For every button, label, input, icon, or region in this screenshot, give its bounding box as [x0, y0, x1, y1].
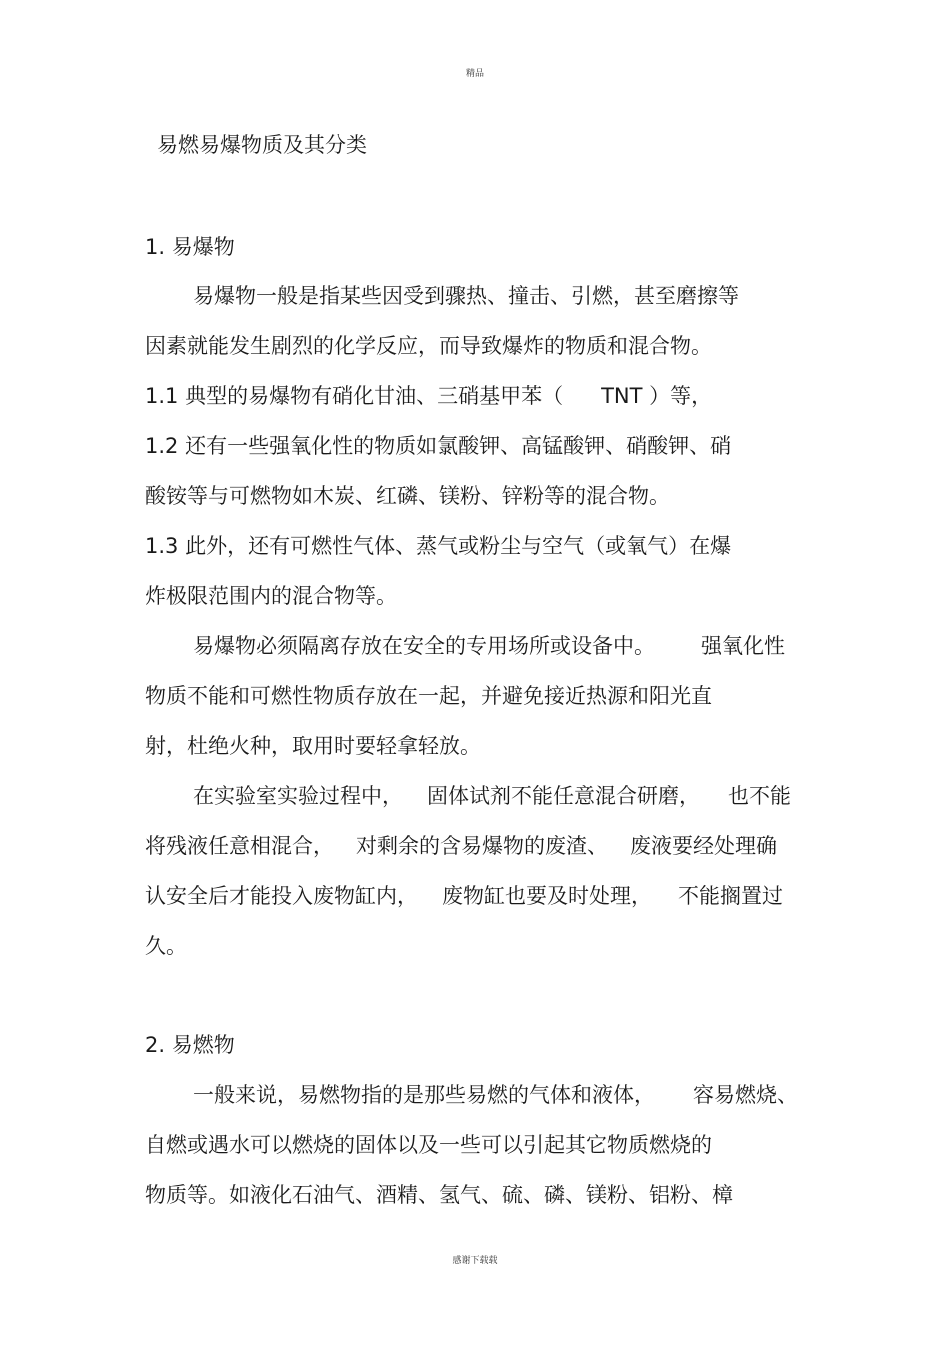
- text-segment: 容易燃烧、: [693, 1083, 798, 1107]
- paragraph-line: 射，杜绝火种，取用时要轻拿轻放。: [145, 734, 481, 758]
- text-segment: 认安全后才能投入废物缸内，: [145, 884, 418, 908]
- list-item-1-1: [145, 382, 712, 410]
- paragraph-line: 自燃或遇水可以燃烧的固体以及一些可以引起其它物质燃烧的: [145, 1133, 712, 1157]
- text-segment: 易爆物必须隔离存放在安全的专用场所或设备中。: [193, 634, 655, 658]
- footer-mark: 感谢下载载: [452, 1256, 498, 1266]
- text-segment: 在实验室实验过程中，: [193, 784, 403, 808]
- paragraph-line: [145, 882, 783, 910]
- paragraph-line: [193, 1081, 798, 1109]
- text-segment: 废物缸也要及时处理，: [442, 884, 652, 908]
- paragraph-line: [193, 632, 785, 660]
- text-segment: 固体试剂不能任意混合研磨，: [427, 784, 700, 808]
- text-segment: 对剩余的含易爆物的废渣、: [356, 834, 608, 858]
- text-segment: 强氧化性: [701, 634, 785, 658]
- paragraph-line: 酸铵等与可燃物如木炭、红磷、镁粉、锌粉等的混合物。: [145, 484, 670, 508]
- list-item-text: 1.1 典型的易爆物有硝化甘油、三硝基甲苯（: [145, 384, 564, 408]
- section-heading-flammables: 2. 易燃物: [145, 1033, 235, 1057]
- text-segment: 也不能: [728, 784, 791, 808]
- text-segment: 一般来说，易燃物指的是那些易燃的气体和液体，: [193, 1083, 655, 1107]
- paragraph-line: [145, 832, 777, 860]
- list-item-text: TNT ）等，: [601, 384, 713, 408]
- text-segment: 不能搁置过: [678, 884, 783, 908]
- paragraph-line: 物质不能和可燃性物质存放在一起，并避免接近热源和阳光直: [145, 684, 712, 708]
- paragraph-line: 易爆物一般是指某些因受到骤热、撞击、引燃，甚至磨擦等: [193, 284, 739, 308]
- text-segment: 将残液任意相混合，: [145, 834, 334, 858]
- paragraph-line: 炸极限范围内的混合物等。: [145, 584, 397, 608]
- paragraph-line: 因素就能发生剧烈的化学反应，而导致爆炸的物质和混合物。: [145, 334, 712, 358]
- paragraph-line: [193, 782, 791, 810]
- list-item-1-2: 1.2 还有一些强氧化性的物质如氯酸钾、高锰酸钾、硝酸钾、硝: [145, 434, 732, 458]
- paragraph-line: 物质等。如液化石油气、酒精、氢气、硫、磷、镁粉、铝粉、樟: [145, 1183, 733, 1207]
- document-title: 易燃易爆物质及其分类: [157, 133, 367, 157]
- list-item-1-3: 1.3 此外，还有可燃性气体、蒸气或粉尘与空气（或氧气）在爆: [145, 534, 732, 558]
- text-segment: 废液要经处理确: [630, 834, 777, 858]
- paragraph-line: 久。: [145, 934, 187, 958]
- header-mark: 精品: [465, 69, 484, 79]
- section-heading-explosives: 1. 易爆物: [145, 235, 235, 259]
